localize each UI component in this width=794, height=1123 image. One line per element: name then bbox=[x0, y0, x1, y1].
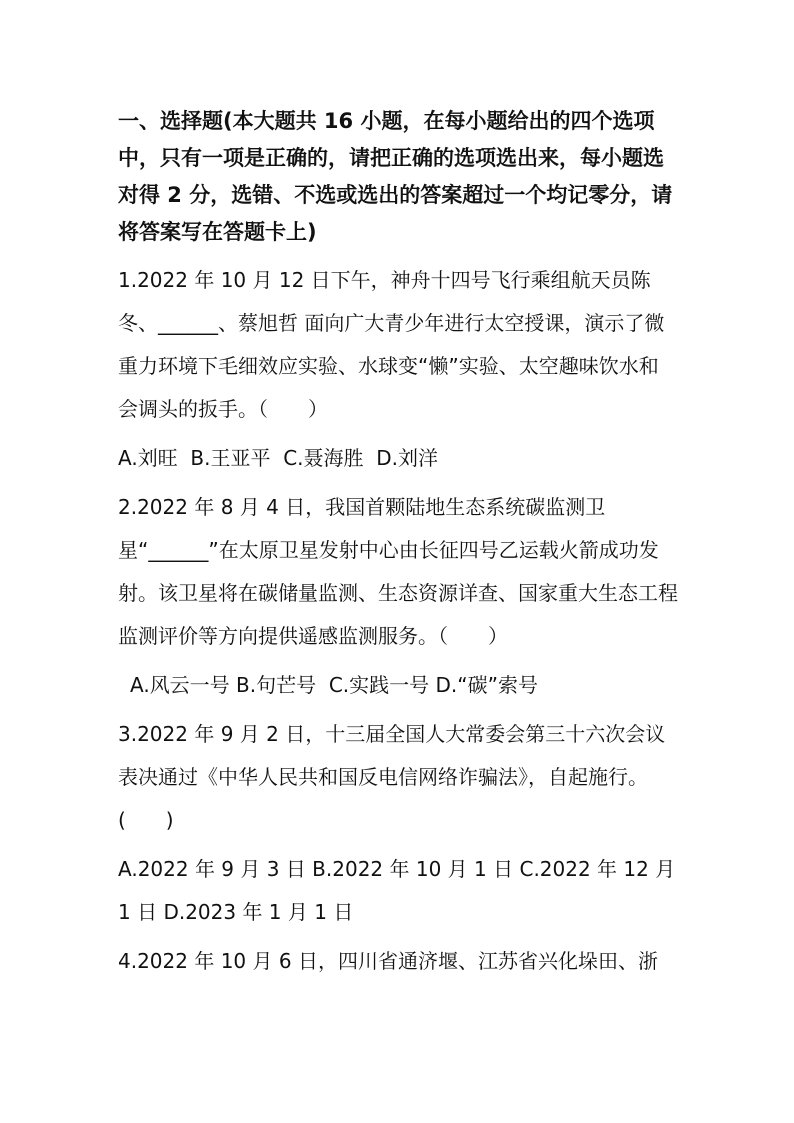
question-3-options: A.2022 年 9 月 3 日 B.2022 年 10 月 1 日 C.2022 年 12 月 1 日 D.2023 年 1 月 1 日 bbox=[118, 857, 682, 924]
question-3-text: 3.2022 年 9 月 2 日，十三届全国人大常委会第三十六次会议表决通过《中华人民共和国反电信网络诈骗法》，自起施行。( ) bbox=[118, 722, 666, 832]
question-2-text: 2.2022 年 8 月 4 日，我国首颗陆地生态系统碳监测卫星“______”在太原卫星发射中心由长征四号乙运载火箭成功发射。该卫星将在碳储量监测、生态资源详查、国家重大生态工程监测评价等方向提供遥感监测服务。（ ） bbox=[118, 495, 678, 648]
question-4-text: 4.2022 年 10 月 6 日，四川省通济堰、江苏省兴化垛田、浙 bbox=[118, 949, 658, 973]
question-1-text: 1.2022 年 10 月 12 日下午，神舟十四号飞行乘组航天员陈冬、______、蔡旭哲 面向广大青少年进行太空授课，演示了微重力环境下毛细效应实验、水球变“懒”实验、太空趣味饮水和会调头的扳手。（ ） bbox=[118, 268, 665, 421]
question-3 bbox=[118, 713, 682, 934]
exam-page bbox=[118, 103, 682, 989]
question-1 bbox=[118, 259, 678, 480]
question-1-options: A.刘旺 B.王亚平 C.聂海胜 D.刘洋 bbox=[118, 446, 438, 470]
question-4 bbox=[118, 940, 678, 983]
section-heading: 一、选择题(本大题共 16 小题，在每小题给出的四个选项中，只有一项是正确的，请把正确的选项选出来，每小题选对得 2 分，选错、不选或选出的答案超过一个均记零分，请将答案写在答题卡上) bbox=[118, 109, 673, 244]
question-2 bbox=[118, 486, 678, 707]
question-2-options: A.风云一号 B.句芒号 C.实践一号 D.“碳”索号 bbox=[130, 673, 538, 697]
